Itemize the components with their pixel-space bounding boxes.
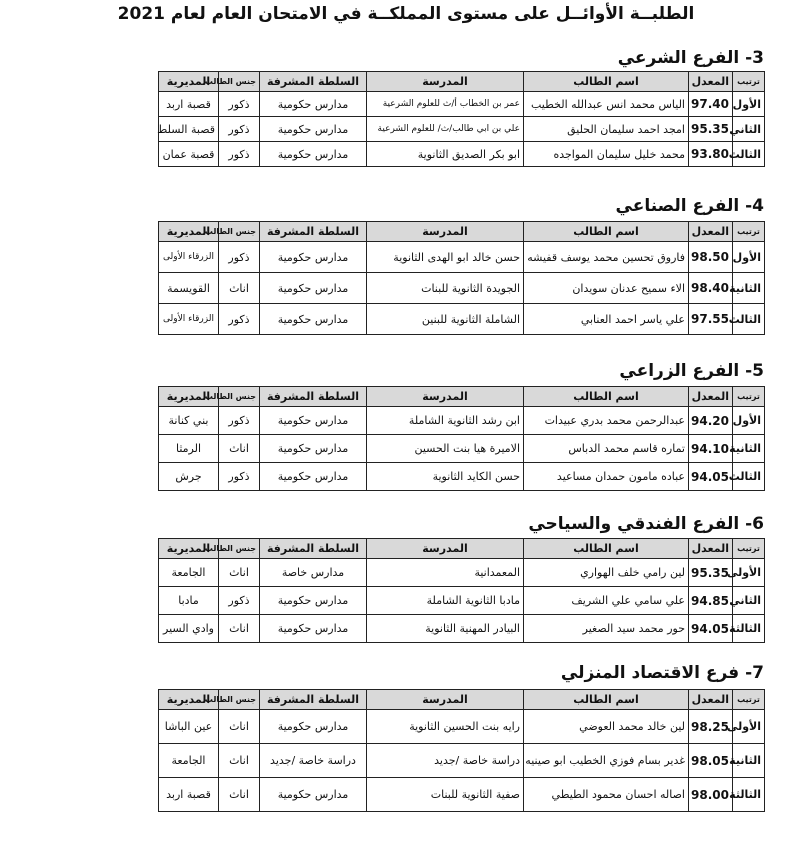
column-header-school: المدرسة <box>367 539 524 559</box>
column-header-student: اسم الطالب <box>524 222 689 242</box>
header-row <box>159 387 765 407</box>
column-header-rank: ترتيب <box>733 539 765 559</box>
cell-directorate: مادبا <box>159 587 219 615</box>
cell-directorate: جرش <box>159 463 219 491</box>
cell-gender: اناث <box>219 273 260 304</box>
cell-rank: الثالث <box>733 463 765 491</box>
cell-rank: الثالثة <box>733 615 765 643</box>
cell-average: 94.10 <box>689 435 733 463</box>
header-row <box>159 539 765 559</box>
cell-gender: ذكور <box>219 242 260 273</box>
results-table <box>158 71 765 167</box>
cell-student: اصاله احسان محمود الطيطي <box>524 778 689 812</box>
cell-authority: مدارس حكومية <box>260 92 367 117</box>
cell-gender: ذكور <box>219 142 260 167</box>
cell-authority: دراسة خاصة /جديد <box>260 744 367 778</box>
column-header-student: اسم الطالب <box>524 72 689 92</box>
cell-gender: ذكور <box>219 304 260 335</box>
section-title: 3- الفرع الشرعي <box>617 48 764 68</box>
cell-authority: مدارس حكومية <box>260 435 367 463</box>
table-row <box>159 744 765 778</box>
column-header-average: المعدل <box>689 387 733 407</box>
cell-student: الياس محمد انس عبدالله الخطيب <box>524 92 689 117</box>
cell-authority: مدارس حكومية <box>260 778 367 812</box>
column-header-student: اسم الطالب <box>524 387 689 407</box>
cell-gender: ذكور <box>219 117 260 142</box>
cell-average: 98.25 <box>689 710 733 744</box>
cell-directorate: قصبة اربد <box>159 778 219 812</box>
cell-school: البيادر المهنية الثانوية <box>367 615 524 643</box>
table-row <box>159 92 765 117</box>
cell-average: 94.20 <box>689 407 733 435</box>
cell-average: 97.40 <box>689 92 733 117</box>
section-title: 7- فرع الاقتصاد المنزلي <box>560 663 764 683</box>
cell-directorate: الزرقاء الأولى <box>159 242 219 273</box>
cell-student: عباده مامون حمدان مساعيد <box>524 463 689 491</box>
cell-directorate: بني كنانة <box>159 407 219 435</box>
cell-rank: الثالثة <box>733 778 765 812</box>
cell-gender: ذكور <box>219 407 260 435</box>
table-row <box>159 407 765 435</box>
column-header-student: اسم الطالب <box>524 539 689 559</box>
cell-average: 94.05 <box>689 615 733 643</box>
cell-rank: الأول <box>733 242 765 273</box>
cell-directorate: الرمثا <box>159 435 219 463</box>
table-row <box>159 587 765 615</box>
cell-rank: الثاني <box>733 587 765 615</box>
column-header-gender: جنس الطالب <box>219 539 260 559</box>
cell-average: 93.80 <box>689 142 733 167</box>
cell-school: ابو بكر الصديق الثانوية <box>367 142 524 167</box>
column-header-authority: السلطة المشرفة <box>260 690 367 710</box>
cell-rank: الثاني <box>733 117 765 142</box>
cell-student: محمد خليل سليمان المواجده <box>524 142 689 167</box>
column-header-authority: السلطة المشرفة <box>260 539 367 559</box>
header-row <box>159 222 765 242</box>
cell-average: 98.40 <box>689 273 733 304</box>
cell-rank: الثانية <box>733 273 765 304</box>
column-header-directorate: المديرية <box>159 387 219 407</box>
header-row <box>159 72 765 92</box>
cell-authority: مدارس حكومية <box>260 304 367 335</box>
cell-rank: الثالث <box>733 142 765 167</box>
results-table <box>158 386 765 491</box>
table-row <box>159 559 765 587</box>
column-header-directorate: المديرية <box>159 222 219 242</box>
column-header-gender: جنس الطالب <box>219 387 260 407</box>
table-row <box>159 142 765 167</box>
table-row <box>159 242 765 273</box>
section-title: 5- الفرع الزراعي <box>619 361 764 381</box>
cell-average: 97.55 <box>689 304 733 335</box>
page-title: الطلبــة الأوائــل على مستوى المملكــة في الامتحان العام لعام 2021 <box>117 4 695 24</box>
cell-school: رايه بنت الحسين الثانوية <box>367 710 524 744</box>
table-row <box>159 435 765 463</box>
cell-school: حسن خالد ابو الهدى الثانوية <box>367 242 524 273</box>
section-title: 4- الفرع الصناعي <box>615 196 764 216</box>
column-header-school: المدرسة <box>367 72 524 92</box>
results-table <box>158 689 765 812</box>
cell-gender: ذكور <box>219 92 260 117</box>
column-header-student: اسم الطالب <box>524 690 689 710</box>
cell-average: 94.85 <box>689 587 733 615</box>
results-table <box>158 538 765 643</box>
header-row <box>159 690 765 710</box>
cell-gender: ذكور <box>219 587 260 615</box>
column-header-school: المدرسة <box>367 690 524 710</box>
cell-directorate: الزرقاء الأولى <box>159 304 219 335</box>
cell-school: حسن الكايد الثانوية <box>367 463 524 491</box>
cell-gender: ذكور <box>219 463 260 491</box>
cell-school: مادبا الثانوية الشاملة <box>367 587 524 615</box>
cell-average: 98.05 <box>689 744 733 778</box>
column-header-gender: جنس الطالب <box>219 72 260 92</box>
cell-student: غدير بسام فوزي الخطيب ابو صينيه <box>524 744 689 778</box>
cell-school: دراسة خاصة /جديد <box>367 744 524 778</box>
cell-rank: الثانية <box>733 744 765 778</box>
cell-rank: الأول <box>733 92 765 117</box>
column-header-gender: جنس الطالب <box>219 222 260 242</box>
cell-student: لين خالد محمد العوضي <box>524 710 689 744</box>
cell-authority: مدارس حكومية <box>260 587 367 615</box>
column-header-rank: ترتيب <box>733 72 765 92</box>
cell-school: عمر بن الخطاب أ/ث للعلوم الشرعية <box>367 92 524 117</box>
column-header-average: المعدل <box>689 222 733 242</box>
cell-directorate: عين الباشا <box>159 710 219 744</box>
cell-average: 94.05 <box>689 463 733 491</box>
cell-authority: مدارس خاصة <box>260 559 367 587</box>
column-header-authority: السلطة المشرفة <box>260 222 367 242</box>
cell-student: لين رامي خلف الهواري <box>524 559 689 587</box>
column-header-directorate: المديرية <box>159 690 219 710</box>
cell-gender: اناث <box>219 744 260 778</box>
table-row <box>159 304 765 335</box>
column-header-directorate: المديرية <box>159 72 219 92</box>
cell-gender: اناث <box>219 559 260 587</box>
table-row <box>159 778 765 812</box>
table-row <box>159 117 765 142</box>
section-title: 6- الفرع الفندقي والسياحي <box>528 514 764 534</box>
cell-rank: الثانية <box>733 435 765 463</box>
cell-rank: الأول <box>733 407 765 435</box>
cell-gender: اناث <box>219 615 260 643</box>
cell-average: 98.00 <box>689 778 733 812</box>
cell-directorate: الجامعة <box>159 559 219 587</box>
cell-student: عبدالرحمن محمد بدري عبيدات <box>524 407 689 435</box>
cell-directorate: وادي السير <box>159 615 219 643</box>
cell-school: الجويدة الثانوية للبنات <box>367 273 524 304</box>
column-header-directorate: المديرية <box>159 539 219 559</box>
cell-authority: مدارس حكومية <box>260 242 367 273</box>
cell-directorate: قصبة اربد <box>159 92 219 117</box>
column-header-rank: ترتيب <box>733 690 765 710</box>
table-row <box>159 615 765 643</box>
cell-average: 95.35 <box>689 559 733 587</box>
cell-student: علي سامي علي الشريف <box>524 587 689 615</box>
cell-authority: مدارس حكومية <box>260 273 367 304</box>
cell-authority: مدارس حكومية <box>260 463 367 491</box>
cell-authority: مدارس حكومية <box>260 710 367 744</box>
column-header-school: المدرسة <box>367 387 524 407</box>
column-header-average: المعدل <box>689 539 733 559</box>
cell-rank: الأولى <box>733 710 765 744</box>
column-header-authority: السلطة المشرفة <box>260 387 367 407</box>
column-header-rank: ترتيب <box>733 222 765 242</box>
cell-student: امجد احمد سليمان الحليق <box>524 117 689 142</box>
cell-gender: اناث <box>219 710 260 744</box>
cell-school: الاميرة هيا بنت الحسين <box>367 435 524 463</box>
cell-school: المعمدانية <box>367 559 524 587</box>
cell-authority: مدارس حكومية <box>260 117 367 142</box>
cell-student: حور محمد سيد الصغير <box>524 615 689 643</box>
cell-directorate: قصبة السلط <box>159 117 219 142</box>
cell-school: ابن رشد الثانوية الشاملة <box>367 407 524 435</box>
cell-directorate: قصبة عمان <box>159 142 219 167</box>
cell-rank: الأولى <box>733 559 765 587</box>
cell-authority: مدارس حكومية <box>260 407 367 435</box>
cell-school: صفية الثانوية للبنات <box>367 778 524 812</box>
column-header-school: المدرسة <box>367 222 524 242</box>
cell-rank: الثالث <box>733 304 765 335</box>
cell-directorate: الجامعة <box>159 744 219 778</box>
results-table <box>158 221 765 335</box>
column-header-rank: ترتيب <box>733 387 765 407</box>
table-row <box>159 710 765 744</box>
cell-authority: مدارس حكومية <box>260 142 367 167</box>
cell-school: علي بن ابي طالب/ث/ للعلوم الشرعية <box>367 117 524 142</box>
cell-directorate: القويسمة <box>159 273 219 304</box>
cell-student: الاء سميح عدنان سويدان <box>524 273 689 304</box>
cell-student: فاروق تحسين محمد يوسف قفيشه <box>524 242 689 273</box>
cell-school: الشاملة الثانوية للبنين <box>367 304 524 335</box>
cell-authority: مدارس حكومية <box>260 615 367 643</box>
column-header-gender: جنس الطالب <box>219 690 260 710</box>
cell-average: 95.35 <box>689 117 733 142</box>
cell-gender: اناث <box>219 435 260 463</box>
table-row <box>159 273 765 304</box>
cell-student: علي ياسر احمد العنابي <box>524 304 689 335</box>
column-header-average: المعدل <box>689 690 733 710</box>
column-header-average: المعدل <box>689 72 733 92</box>
table-row <box>159 463 765 491</box>
cell-gender: اناث <box>219 778 260 812</box>
cell-average: 98.50 <box>689 242 733 273</box>
cell-student: تماره قاسم محمد الدباس <box>524 435 689 463</box>
column-header-authority: السلطة المشرفة <box>260 72 367 92</box>
